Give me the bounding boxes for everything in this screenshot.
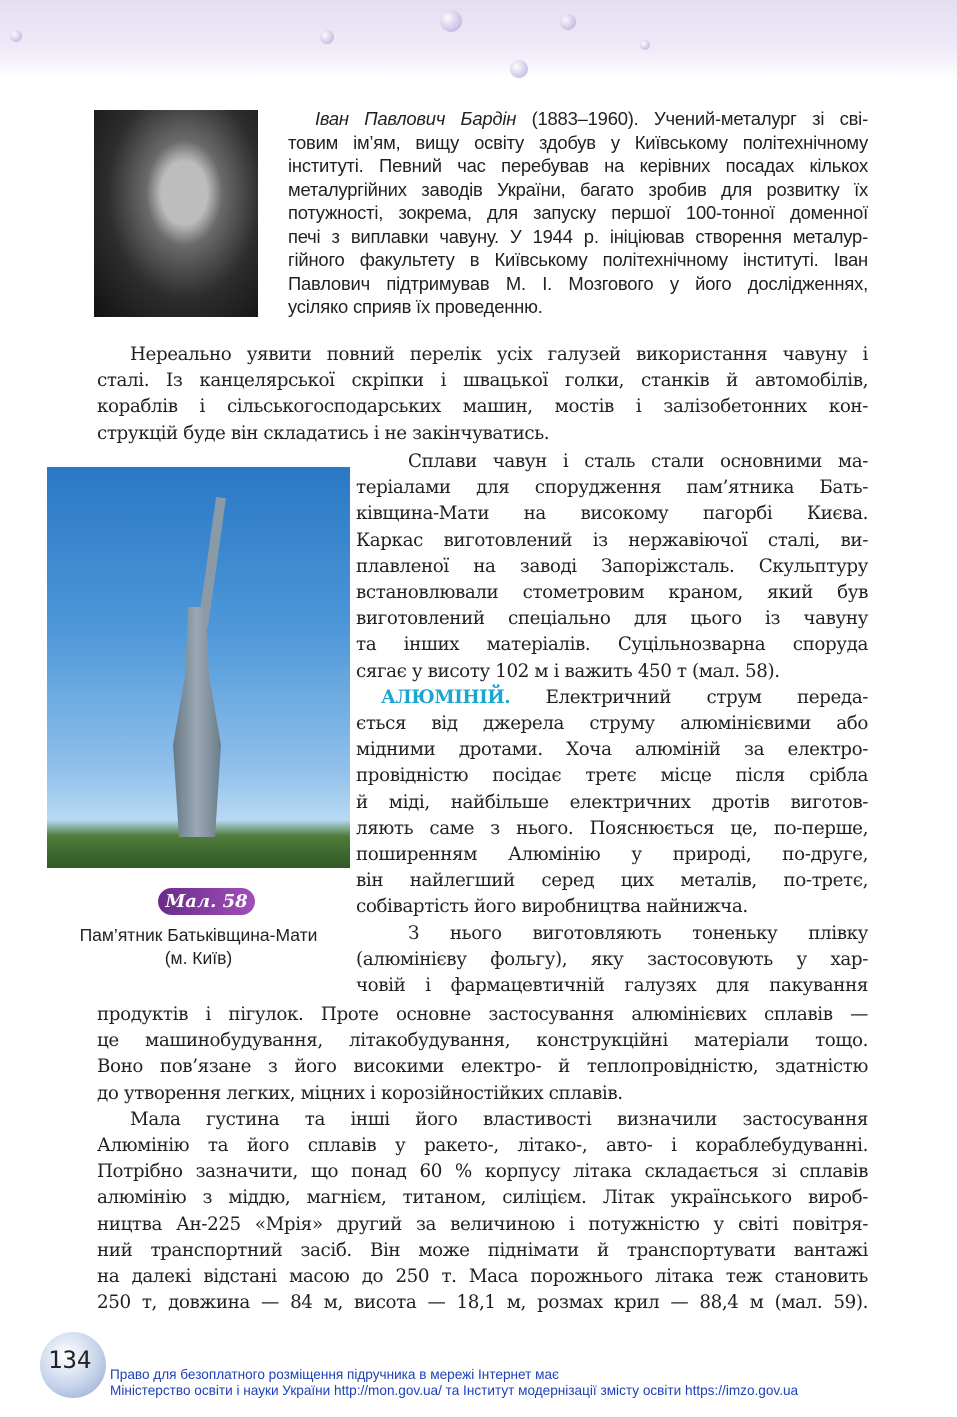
- section-heading-aluminium: АЛЮМІНІЙ.: [381, 686, 511, 708]
- portrait-photo-bardin: [94, 110, 258, 317]
- text-line: Потрібно зазначити, що понад 60 % корпусу літака складається зі сплавів: [97, 1161, 868, 1183]
- paragraph-1: [97, 342, 868, 447]
- footer-line: Міністерство освіти і науки України http://mon.gov.ua/ та Інститут модернізації змісту освіти https://imzo.gov.ua: [110, 1383, 799, 1398]
- bio-line: Павлович підтримував М. І. Мозгового у його дослідженнях,: [288, 272, 868, 294]
- bio-line: гійного факультету в Київському політехнічному інституті. Іван: [288, 249, 868, 270]
- text-line: встановлювали стометровим краном, який був: [356, 582, 868, 604]
- footer-license: [110, 1367, 798, 1399]
- text-line: алюмінію з міддю, магнієм, титаном, силіцієм. Літак українського вироб-: [97, 1187, 868, 1209]
- text-line: собівартість його виробництва найнижча.: [356, 896, 748, 918]
- text-line: Електричний струм переда-: [510, 686, 868, 708]
- text-line: кораблів і сільськогосподарських машин, мостів і залізобетонних кон-: [97, 396, 868, 418]
- text-line: 250 т, довжина — 84 м, висота — 18,1 м, розмах крил — 88,4 м (мал. 59).: [97, 1292, 868, 1314]
- bio-line: металургійних заводів України, багато зробив для розвитку їх: [288, 178, 868, 200]
- paragraph-2: [356, 449, 868, 999]
- text-line: він найлегший серед цих металів, по-третє,: [356, 870, 868, 892]
- text-line: Сплави чавун і сталь стали основними ма-: [408, 451, 868, 472]
- text-line: виготовлений спеціально для цього із чавуну: [356, 608, 868, 630]
- text-line: ківщина-Мати на високому пагорбі Києва.: [356, 503, 868, 525]
- text-line: це машинобудування, літакобудування, конструкційні матеріали тощо.: [97, 1030, 868, 1052]
- text-line: Нереально уявити повний перелік усіх галузей використання чавуну і: [130, 344, 868, 365]
- footer-line: Право для безоплатного розміщення підручника в мережі Інтернет має: [110, 1367, 559, 1382]
- text-line: ється від джерела струму алюмінієвими або: [356, 713, 868, 735]
- text-line: провідністю посідає третє місце після срібла: [356, 765, 868, 787]
- text-line: теріалами для спорудження пам’ятника Бать-: [356, 477, 868, 499]
- text-line: З нього виготовляють тоненьку плівку: [408, 922, 868, 944]
- decorative-header-band: [0, 0, 957, 80]
- text-line: Алюмінію та його сплавів у ракето-, літако-, авто- і кораблебудуванні.: [97, 1135, 868, 1157]
- paragraph-4-continued: [97, 1002, 868, 1316]
- text-line: (алюмінієву фольгу), яку застосовують у хар-: [356, 948, 868, 970]
- motherland-monument-photo: [47, 467, 350, 868]
- text-line: човій і фармацевтичній галузях для пакування: [356, 975, 868, 997]
- text-line: плавленої на заводі Запоріжсталь. Скульптуру: [356, 555, 868, 577]
- text-line: Мала густина та інші його властивості визначили застосування: [130, 1108, 868, 1130]
- text-line: ництва Ан-225 «Мрія» другий за величиною і потужністю у світі повітря-: [97, 1213, 868, 1235]
- text-line: на далекі відстані масою до 250 т. Маса порожнього літака теж становить: [97, 1266, 868, 1288]
- text-line: продуктів і пігулок. Проте основне застосування алюмінієвих сплавів —: [97, 1004, 868, 1025]
- bio-line: (1883–1960). Учений-металург зі сві-: [516, 108, 868, 129]
- page-number: 134: [40, 1332, 106, 1398]
- text-line: й міді, найбільше електричних дротів виготов-: [356, 791, 868, 813]
- text-line: Воно пов’язане з його високими електро- й теплопровідністю, здатністю: [97, 1056, 868, 1078]
- bio-line: печі з виплавки чавуну. У 1944 р. ініціював створення металур-: [288, 225, 868, 247]
- text-line: сягає у висоту 102 м і важить 450 т (мал. 58).: [356, 660, 780, 682]
- text-line: та інших матеріалів. Суцільнозварна споруда: [356, 634, 868, 656]
- bio-line: потужності, зокрема, для запуску першої 100-тонної доменної: [288, 202, 868, 223]
- text-line: до утворення легких, міцних і корозійностійких сплавів.: [97, 1082, 623, 1104]
- text-line: Каркас виготовлений із нержавіючої сталі, ви-: [356, 529, 868, 551]
- text-line: мідними дротами. Хоча алюміній за електро-: [356, 739, 868, 761]
- figure-caption: [47, 924, 350, 970]
- text-line: струкцій буде він складатись і не закінчуватись.: [97, 422, 550, 444]
- text-line: ний транспортний засіб. Він може піднімати й транспортувати вантажі: [97, 1239, 868, 1261]
- bio-line: товим ім’ям, вищу освіту здобув у Київському політехнічному: [288, 131, 868, 153]
- caption-line: Пам’ятник Батьківщина-Мати: [79, 925, 318, 945]
- bio-line: інституті. Певний час перебував на керівних посадах кількох: [288, 155, 868, 176]
- text-line: сталі. Із канцелярської скріпки і швацької голки, станків й автомобілів,: [97, 370, 868, 392]
- bio-name: Іван Павлович Бардін: [315, 108, 517, 129]
- bio-text: [288, 107, 868, 319]
- text-line: ляють саме з нього. Пояснюється це, по-перше,: [356, 817, 868, 839]
- bio-line: усіляко сприяв їх проведенню.: [288, 296, 543, 317]
- text-line: поширенням Алюмінію у природі, по-друге,: [356, 844, 868, 866]
- figure-label: Мал. 58: [158, 888, 255, 915]
- caption-line: (м. Київ): [164, 948, 233, 968]
